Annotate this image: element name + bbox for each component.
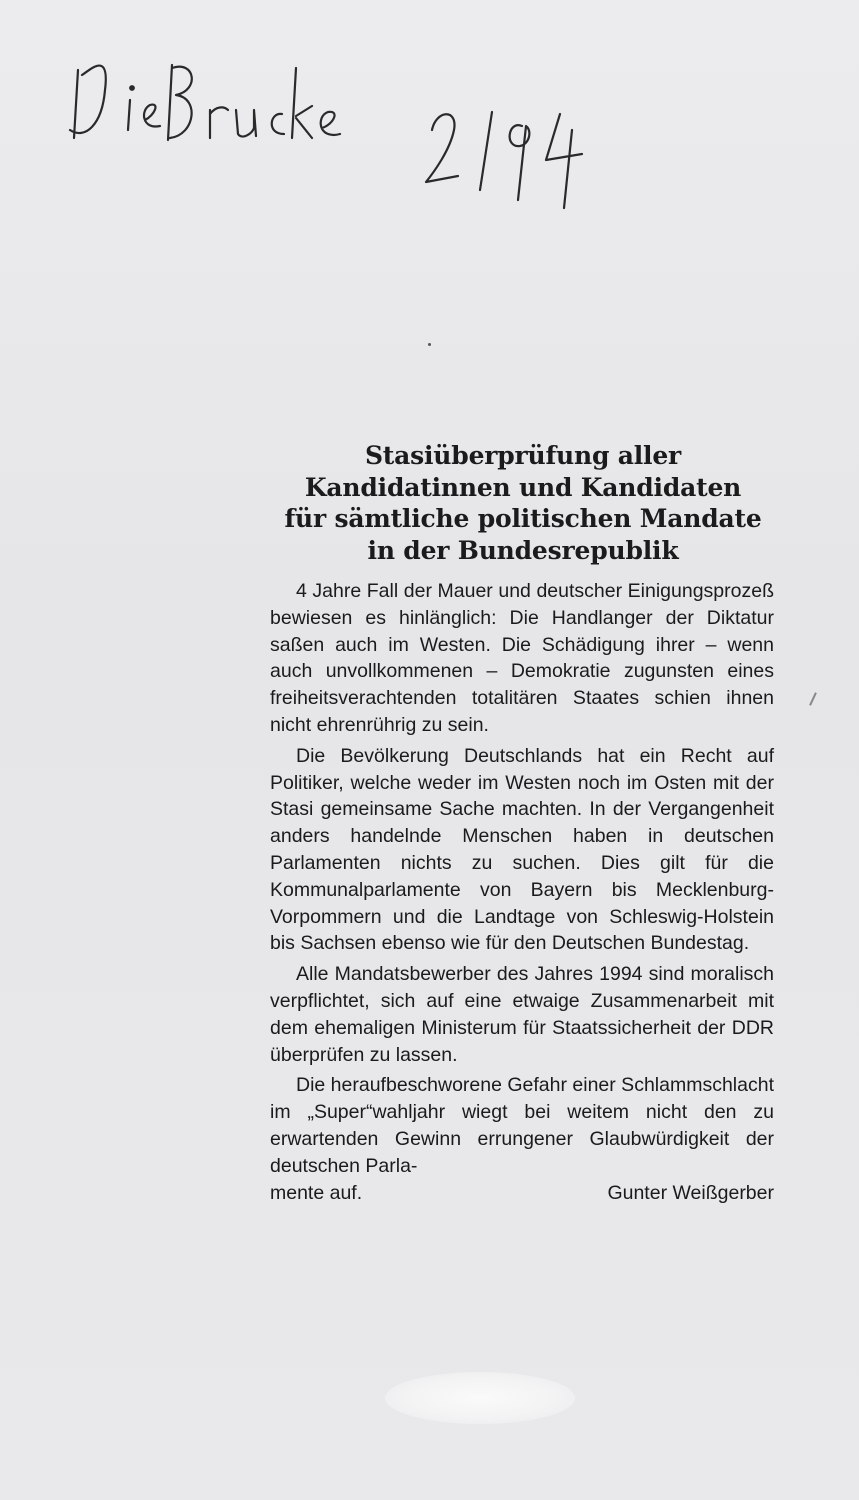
handwritten-source-note — [60, 30, 620, 230]
dust-speck — [428, 343, 431, 346]
handwritten-text: Die Brücke 2/94 — [60, 30, 68, 31]
headline-line: in der Bundesrepublik — [367, 535, 679, 565]
article-paragraph: Die heraufbeschworene Gefahr einer Schlammschlacht im „Super“wahljahr wiegt bei weitem nicht den zu erwartenden Gewinn errungener Glaubwürdigkeit der deutschen Parla- — [270, 1074, 774, 1177]
handwriting-drawing — [60, 30, 620, 230]
headline-line: Kandidatinnen und Kandidaten — [304, 472, 742, 502]
article-paragraph: Die Bevölkerung Deutschlands hat ein Recht auf Politiker, welche weder im Westen noch im Osten mit der Stasi gemeinsame Sache machten. In der Vergangenheit anders handelnde Menschen haben in deutschen Parlamenten nichts zu suchen. Dies gilt für die Kommunalparlamente von Bayern bis Mecklenburg-Vorpommern und die Landtage von Schleswig-Holstein bis Sachsen ebenso wie für den Deutschen Bundestag. — [270, 744, 774, 955]
article-headline — [262, 440, 784, 566]
scratch-mark — [809, 692, 817, 706]
article-paragraph: Alle Mandatsbewerber des Jahres 1994 sind moralisch verpflichtet, sich auf eine etwaige Zusammenarbeit mit dem ehemaligen Ministerum für Staatssicherheit der DDR überprüfen zu lassen. — [270, 963, 774, 1066]
newspaper-article — [262, 440, 784, 1206]
author-signature: Gunter Weißgerber — [607, 1181, 774, 1204]
tape-residue — [385, 1372, 575, 1424]
headline-line: für sämtliche politischen Mandate — [284, 504, 762, 533]
paragraph-ending: mente auf. — [270, 1181, 363, 1204]
headline-line: Stasiüberprüfung aller — [364, 441, 682, 470]
article-body — [262, 578, 784, 1206]
article-paragraph: 4 Jahre Fall der Mauer und deutscher Einigungsprozeß bewiesen es hinlänglich: Die Handlanger der Diktatur saßen auch im Westen. Die Schädigung ihrer – wenn auch unvollkommenen – Demokratie zugunsten eines freiheitsverachtenden totalitären Staates schien ihnen nicht ehrenrührig zu sein. — [270, 580, 774, 736]
closing-line — [270, 1180, 774, 1207]
